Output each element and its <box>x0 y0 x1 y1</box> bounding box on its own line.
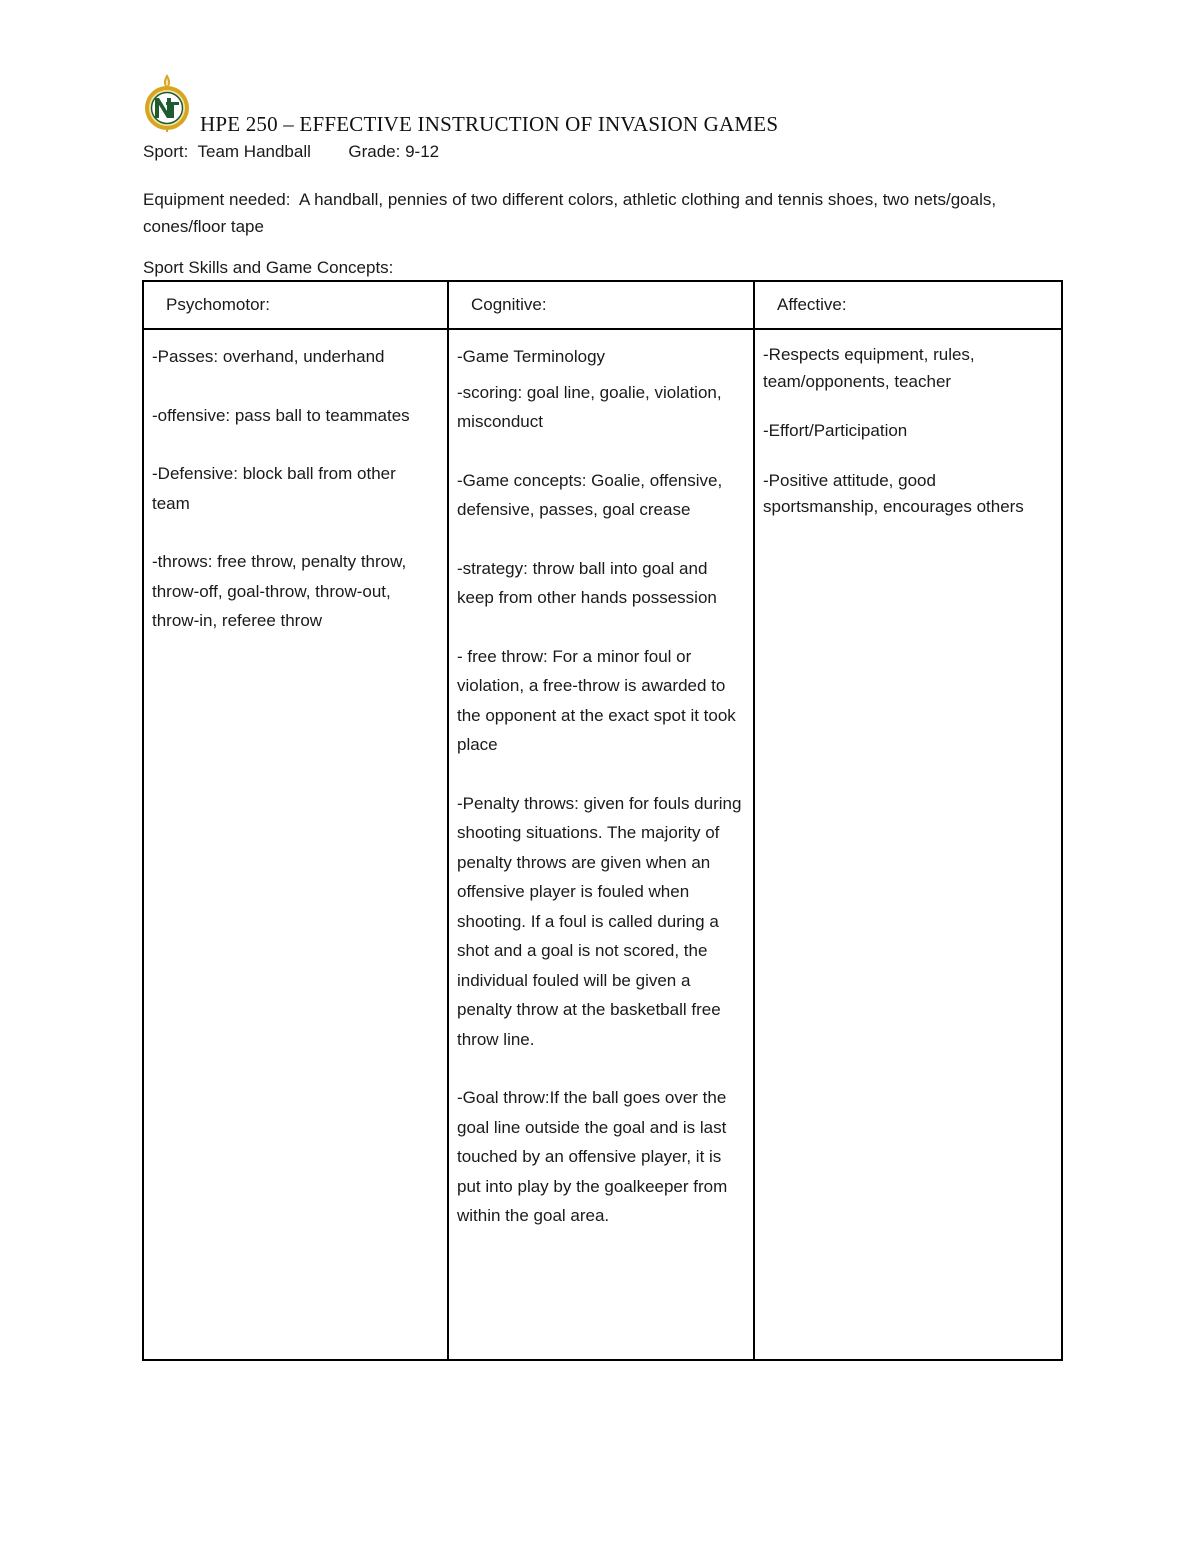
table-body-row <box>143 329 1062 1360</box>
page-title: HPE 250 – EFFECTIVE INSTRUCTION OF INVASION GAMES <box>200 112 779 136</box>
header-affective: Affective: <box>754 281 1062 329</box>
equipment-text: A handball, pennies of two different colors, athletic clothing and tennis shoes, two nets/goals, cones/floor tape <box>143 190 997 236</box>
concepts-heading: Sport Skills and Game Concepts: <box>143 258 394 277</box>
list-item: -Goal throw:If the ball goes over the goal line outside the goal and is last touched by an offensive player, it is put into play by the goalkeeper from within the goal area. <box>457 1088 728 1225</box>
list-item: -Defensive: block ball from other team <box>152 464 396 513</box>
list-item: -scoring: goal line, goalie, violation, misconduct <box>457 382 722 431</box>
cognitive-cell <box>448 329 754 1360</box>
header-psychomotor: Psychomotor: <box>143 281 448 329</box>
grade-label: Grade: <box>348 142 401 161</box>
nm-logo-icon <box>142 72 192 134</box>
list-item: -throws: free throw, penalty throw, throw-off, goal-throw, throw-out, throw-in, referee throw <box>152 552 407 630</box>
list-item: -Positive attitude, good sportsmanship, encourages others <box>763 470 1024 516</box>
list-item: -strategy: throw ball into goal and keep from other hands possession <box>457 558 717 607</box>
list-item: -Game concepts: Goalie, offensive, defensive, passes, goal crease <box>457 470 723 519</box>
psychomotor-cell <box>143 329 448 1360</box>
list-item: -Penalty throws: given for fouls during shooting situations. The majority of penalty throws are given when an offensive player is fouled when shooting. If a foul is called during a shot and a goal is not scored, the individual fouled will be given a penalty throw at the basketball free throw line. <box>457 793 742 1049</box>
grade-value: 9-12 <box>405 142 440 161</box>
affective-cell <box>754 329 1062 1360</box>
list-item: -Respects equipment, rules, team/opponents, teacher <box>763 345 975 391</box>
header-cognitive: Cognitive: <box>448 281 754 329</box>
sport-label: Sport: <box>143 142 189 161</box>
sport-grade-line <box>143 142 439 162</box>
table-header-row <box>143 281 1062 329</box>
list-item: -Game Terminology <box>457 347 606 366</box>
list-item: - free throw: For a minor foul or violation, a free-throw is awarded to the opponent at the exact spot it took place <box>457 646 736 754</box>
equipment-paragraph <box>143 186 1063 240</box>
skills-table <box>142 280 1063 1361</box>
list-item: -Passes: overhand, underhand <box>152 347 385 366</box>
sport-value: Team Handball <box>197 142 311 161</box>
equipment-label: Equipment needed: <box>143 190 291 209</box>
list-item: -offensive: pass ball to teammates <box>152 405 410 425</box>
list-item: -Effort/Participation <box>763 421 908 440</box>
